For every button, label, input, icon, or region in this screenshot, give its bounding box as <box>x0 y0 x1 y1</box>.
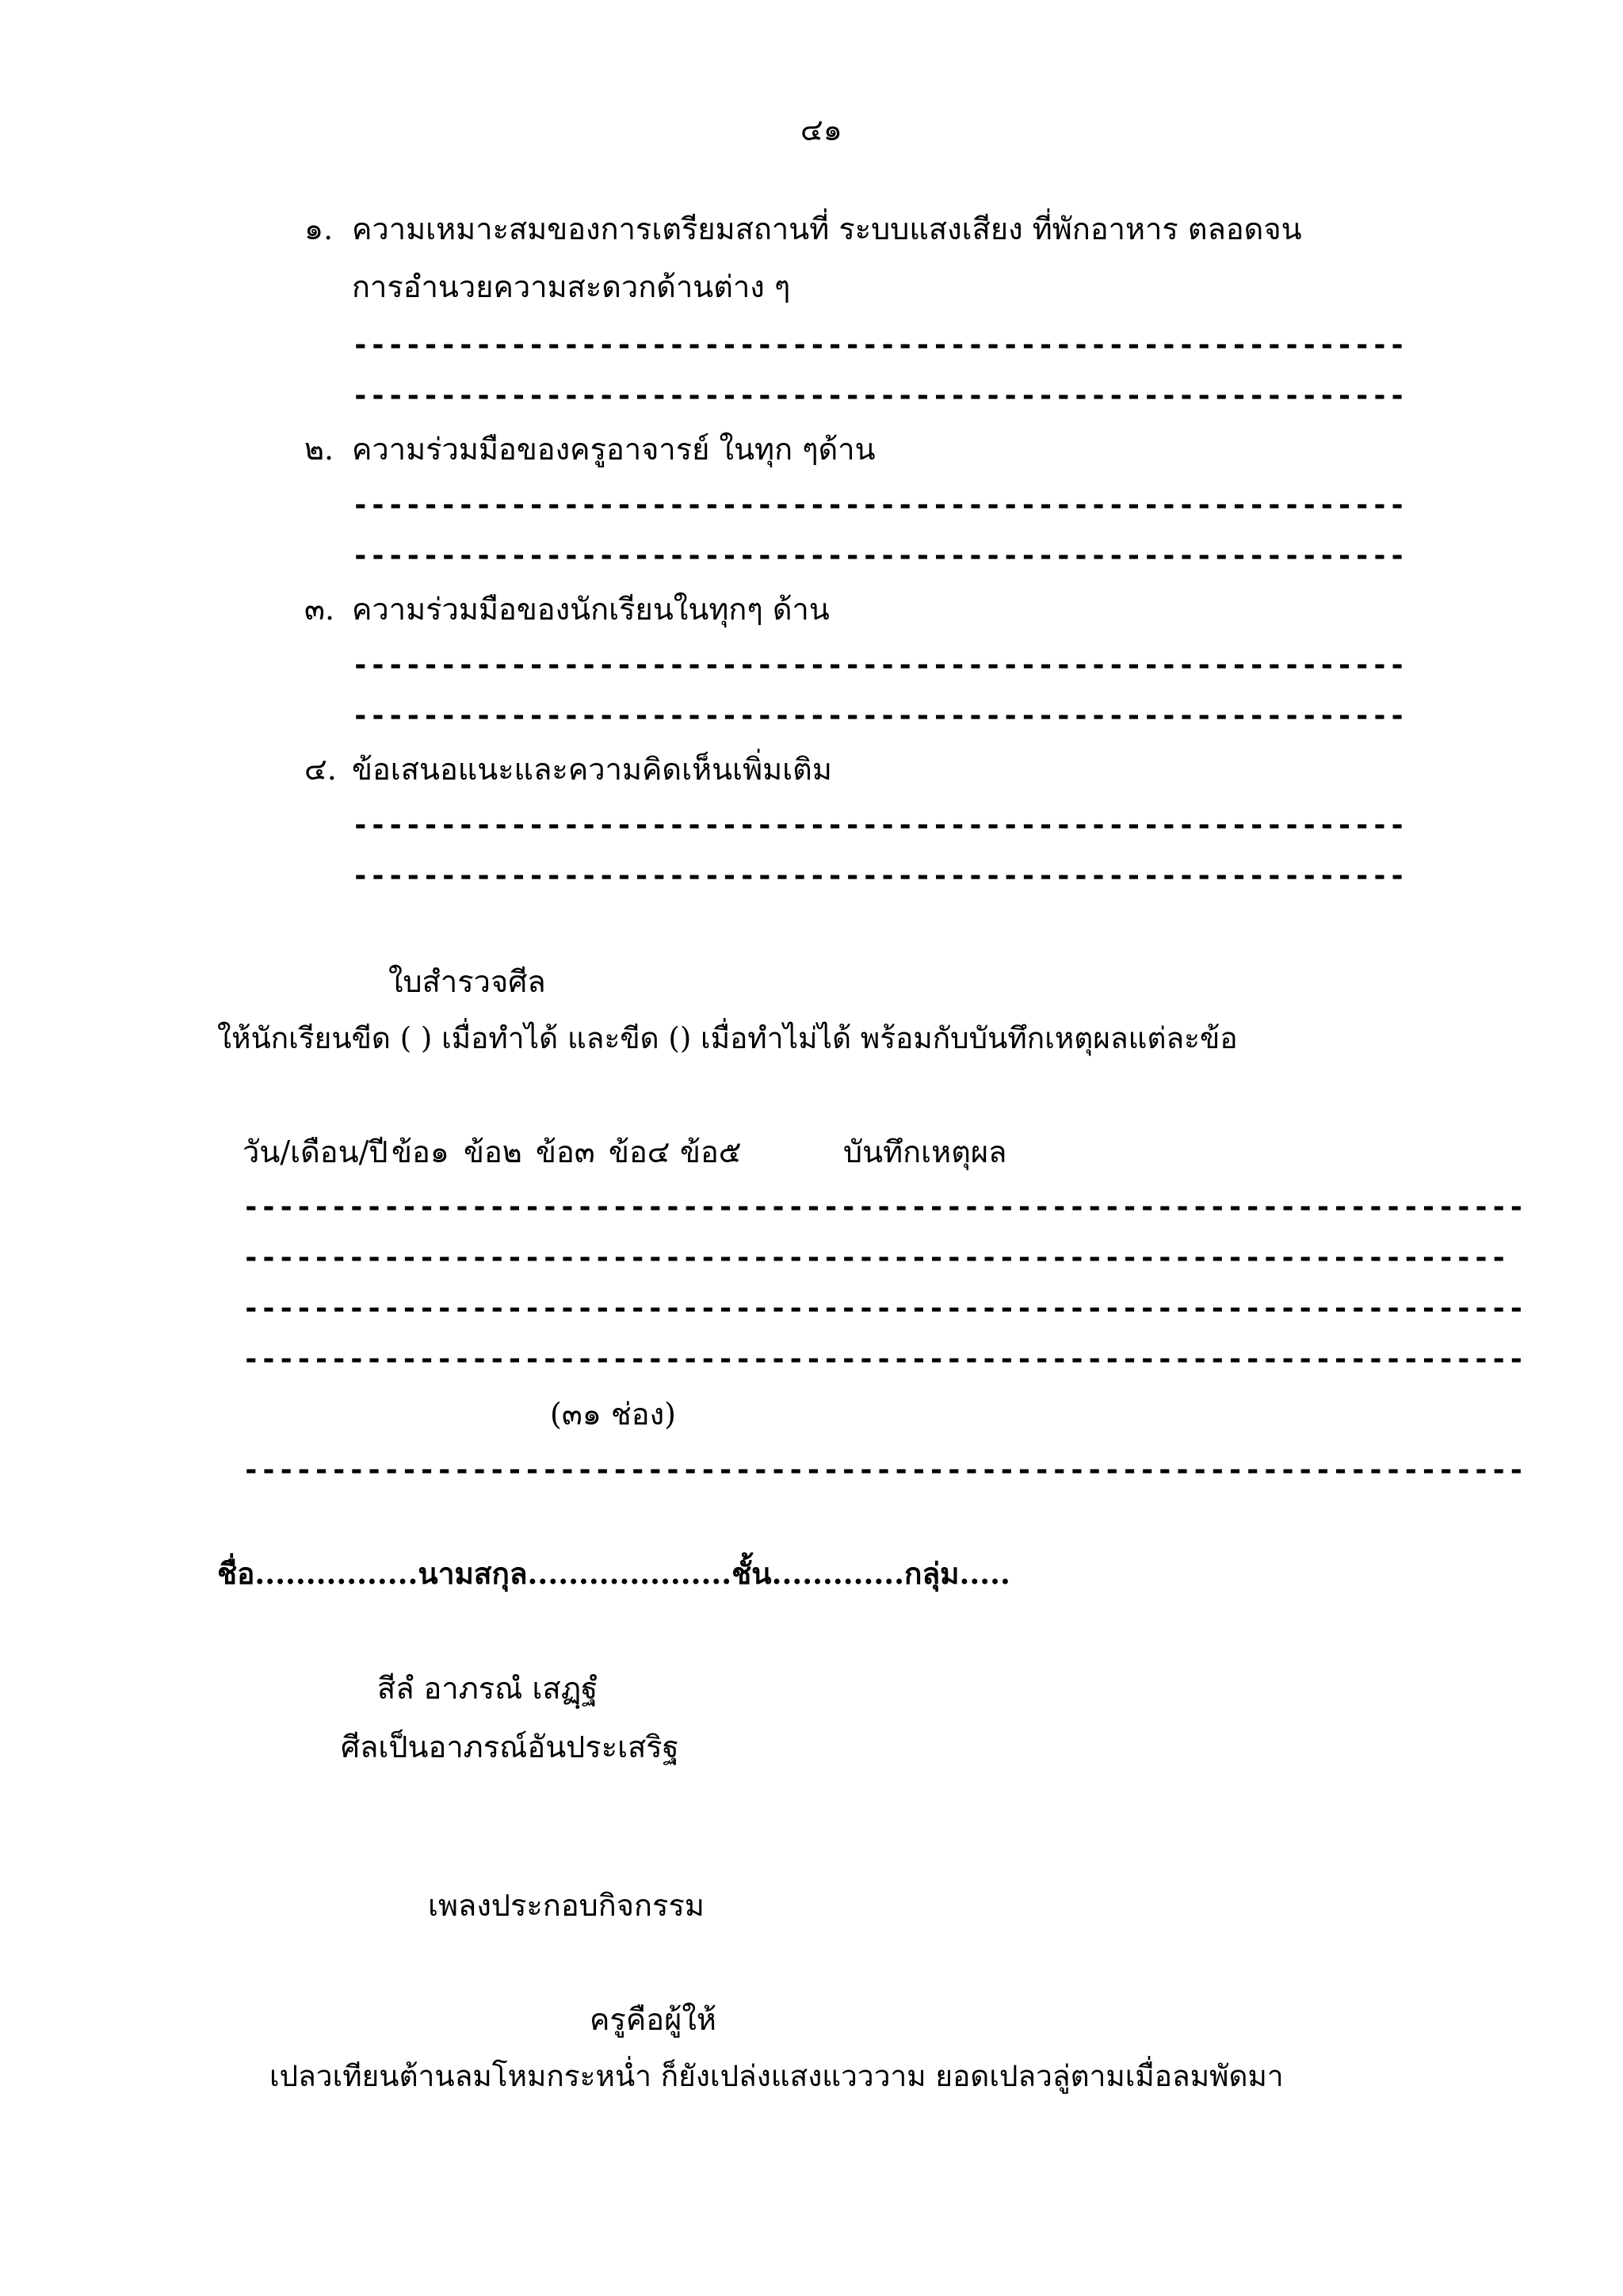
question-2-number: ๒. <box>304 432 334 467</box>
column-header-item-4: ข้อ๔ <box>609 1135 670 1169</box>
song-lyric-line: เปลวเทียนต้านลมโหมกระหน่ำ ก็ยังเปล่งแสงแวววาม ยอดเปลวลู่ตามเมื่อลมพัดมา <box>269 2059 1284 2093</box>
column-header-item-5: ข้อ๕ <box>680 1135 742 1169</box>
pali-verse: สีลํ อาภรณํ เสฏฺฐํ <box>377 1671 598 1706</box>
question-3-text: ความร่วมมือของนักเรียนในทุกๆ ด้าน <box>352 592 830 627</box>
pali-translation: ศีลเป็นอาภรณ์อันประเสริฐ <box>341 1730 679 1764</box>
question-1-text: ความเหมาะสมของการเตรียมสถานที่ ระบบแสงเสียง ที่พักอาหาร ตลอดจน <box>352 212 1302 246</box>
survey-instruction: ให้นักเรียนขีด ( ) เมื่อทำได้ และขีด () เมื่อทำไม่ได้ พร้อมกับบันทึกเหตุผลแต่ละข้อ <box>217 1021 1238 1055</box>
survey-title: ใบสำรวจศีล <box>388 964 546 999</box>
song-section-title: เพลงประกอบกิจกรรม <box>428 1888 705 1923</box>
answer-line[interactable]: ------------------------------------------------------------ <box>352 329 1407 361</box>
survey-row-line[interactable]: ------------------------------------------------------------------------ <box>242 1241 1508 1274</box>
question-1-text-continued: การอำนวยความสะดวกด้านต่าง ๆ <box>352 269 791 304</box>
survey-row-line[interactable]: ------------------------------------------------------------------------- <box>242 1191 1526 1223</box>
survey-row-line[interactable]: ------------------------------------------------------------------------- <box>242 1454 1526 1486</box>
question-3-number: ๓. <box>304 592 335 627</box>
column-header-reason: บันทึกเหตุผล <box>843 1135 1007 1169</box>
question-4-text: ข้อเสนอแนะและความคิดเห็นเพิ่มเติม <box>352 752 832 787</box>
answer-line[interactable]: ------------------------------------------------------------ <box>352 379 1407 412</box>
page-number: ๔๑ <box>800 113 842 147</box>
answer-line[interactable]: ------------------------------------------------------------ <box>352 489 1407 521</box>
answer-line[interactable]: ------------------------------------------------------------ <box>352 809 1407 841</box>
question-2-text: ความร่วมมือของครูอาจารย์ ในทุก ๆด้าน <box>352 432 876 467</box>
answer-line[interactable]: ------------------------------------------------------------ <box>352 540 1407 572</box>
column-header-item-3: ข้อ๓ <box>536 1135 595 1169</box>
column-header-item-1: ข้อ๑ <box>391 1135 449 1169</box>
answer-line[interactable]: ------------------------------------------------------------ <box>352 649 1407 681</box>
question-1-number: ๑. <box>304 212 334 246</box>
answer-line[interactable]: ------------------------------------------------------------ <box>352 700 1407 732</box>
answer-line[interactable]: ------------------------------------------------------------ <box>352 860 1407 892</box>
student-name-line[interactable]: ชื่อ................นามสกุล....................ชั้น.............กลุ่ม..... <box>217 1556 1010 1591</box>
survey-row-line[interactable]: ------------------------------------------------------------------------- <box>242 1343 1526 1375</box>
column-header-date: วัน/เดือน/ปี <box>242 1135 388 1169</box>
question-4-number: ๔. <box>304 752 337 787</box>
song-title: ครูคือผู้ให้ <box>590 2002 716 2037</box>
column-header-item-2: ข้อ๒ <box>464 1135 522 1169</box>
survey-row-line[interactable]: ------------------------------------------------------------------------- <box>242 1292 1526 1325</box>
slots-note: (๓๑ ช่อง) <box>550 1397 676 1432</box>
